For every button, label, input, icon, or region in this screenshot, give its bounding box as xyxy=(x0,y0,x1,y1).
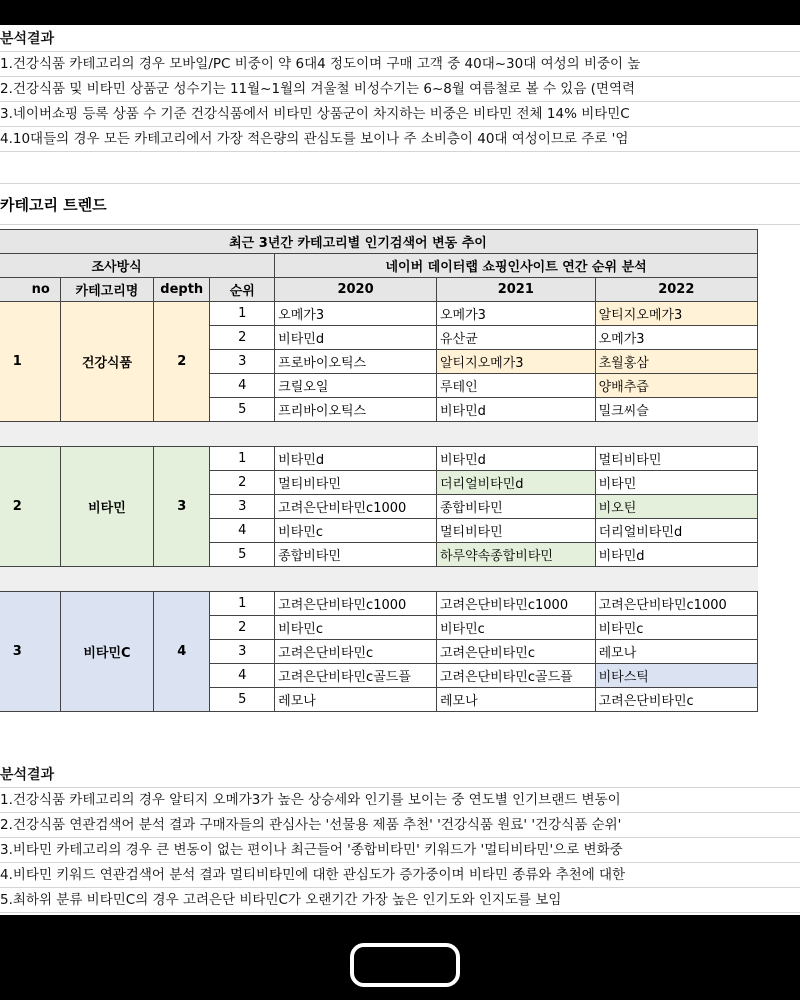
rank-cell[interactable]: 4 xyxy=(210,374,275,398)
table-row xyxy=(0,447,758,471)
group-depth-cell[interactable]: 2 xyxy=(154,302,210,422)
spacer-row xyxy=(0,567,758,592)
group-no-cell[interactable]: 1 xyxy=(0,302,60,422)
home-button[interactable] xyxy=(350,943,460,987)
column-header-no[interactable]: no xyxy=(0,278,60,302)
rank-cell[interactable]: 4 xyxy=(210,664,275,688)
rank-cell[interactable]: 3 xyxy=(210,350,275,374)
keyword-cell[interactable]: 고려은단비타민c xyxy=(275,640,437,664)
keyword-cell[interactable]: 비타스틱 xyxy=(595,664,757,688)
rank-cell[interactable]: 3 xyxy=(210,495,275,519)
keyword-cell[interactable]: 초월홍삼 xyxy=(595,350,757,374)
keyword-cell[interactable]: 멀티비타민 xyxy=(275,471,437,495)
group-category-cell[interactable]: 비타민 xyxy=(60,447,153,567)
analysis-line[interactable]: 1.건강식품 카테고리의 경우 알티지 오메가3가 높은 상승세와 인기를 보이는 중 연도별 인기브랜드 변동이 xyxy=(0,788,800,813)
column-header-year[interactable]: 2021 xyxy=(436,278,595,302)
column-header-category[interactable]: 카테고리명 xyxy=(60,278,153,302)
table-title[interactable]: 최근 3년간 카테고리별 인기검색어 변동 추이 xyxy=(0,230,758,254)
keyword-cell[interactable]: 레모나 xyxy=(275,688,437,712)
keyword-cell[interactable]: 고려은단비타민c1000 xyxy=(275,592,437,616)
rank-cell[interactable]: 1 xyxy=(210,447,275,471)
column-header-depth[interactable]: depth xyxy=(154,278,210,302)
keyword-cell[interactable]: 비오틴 xyxy=(595,495,757,519)
analysis-line[interactable]: 5.최하위 분류 비타민C의 경우 고려은단 비타민C가 오랜기간 가장 높은 인기도와 인지도를 보임 xyxy=(0,888,800,913)
cut-off-previous-row xyxy=(0,0,800,25)
keyword-cell[interactable]: 오메가3 xyxy=(595,326,757,350)
analysis-heading-1[interactable]: 분석결과 xyxy=(0,27,800,52)
keyword-cell[interactable]: 비타민d xyxy=(436,398,595,422)
group-header-analysis[interactable]: 네이버 데이터랩 쇼핑인사이트 연간 순위 분석 xyxy=(275,254,758,278)
keyword-cell[interactable]: 비타민c xyxy=(275,519,437,543)
group-depth-cell[interactable]: 3 xyxy=(154,447,210,567)
section-title[interactable]: 카테고리 트렌드 xyxy=(0,183,800,225)
keyword-cell[interactable]: 고려은단비타민c1000 xyxy=(436,592,595,616)
spacer-row xyxy=(0,422,758,447)
keyword-cell[interactable]: 알티지오메가3 xyxy=(595,302,757,326)
rank-cell[interactable]: 5 xyxy=(210,543,275,567)
rank-cell[interactable]: 3 xyxy=(210,640,275,664)
column-header-year[interactable]: 2020 xyxy=(275,278,437,302)
keyword-cell[interactable]: 레모나 xyxy=(436,688,595,712)
keyword-cell[interactable]: 멀티비타민 xyxy=(436,519,595,543)
keyword-cell[interactable]: 고려은단비타민c골드플 xyxy=(436,664,595,688)
rank-cell[interactable]: 2 xyxy=(210,471,275,495)
rank-cell[interactable]: 1 xyxy=(210,302,275,326)
keyword-cell[interactable]: 양배추즙 xyxy=(595,374,757,398)
keyword-cell[interactable]: 크릴오일 xyxy=(275,374,437,398)
keyword-cell[interactable]: 비타민 xyxy=(595,471,757,495)
keyword-cell[interactable]: 밀크씨슬 xyxy=(595,398,757,422)
keyword-cell[interactable]: 오메가3 xyxy=(436,302,595,326)
keyword-cell[interactable]: 더리얼비타민d xyxy=(595,519,757,543)
keyword-cell[interactable]: 비타민d xyxy=(436,447,595,471)
keyword-cell[interactable]: 더리얼비타민d xyxy=(436,471,595,495)
table-row xyxy=(0,592,758,616)
keyword-cell[interactable]: 고려은단비타민c1000 xyxy=(595,592,757,616)
group-no-cell[interactable]: 2 xyxy=(0,447,60,567)
keyword-cell[interactable]: 비타민c xyxy=(436,616,595,640)
keyword-cell[interactable]: 고려은단비타민c xyxy=(595,688,757,712)
analysis-line[interactable]: 3.비타민 카테고리의 경우 큰 변동이 없는 편이나 최근들어 '종합비타민' 키워드가 '멀티비타민'으로 변화중 xyxy=(0,838,800,863)
keyword-cell[interactable]: 비타민d xyxy=(275,447,437,471)
column-header-year[interactable]: 2022 xyxy=(595,278,757,302)
rank-cell[interactable]: 2 xyxy=(210,616,275,640)
keyword-cell[interactable]: 비타민d xyxy=(595,543,757,567)
group-category-cell[interactable]: 건강식품 xyxy=(60,302,153,422)
group-depth-cell[interactable]: 4 xyxy=(154,592,210,712)
keyword-cell[interactable]: 비타민d xyxy=(275,326,437,350)
analysis-heading-2[interactable]: 분석결과 xyxy=(0,763,800,788)
trend-table xyxy=(0,229,758,712)
keyword-cell[interactable]: 비타민c xyxy=(595,616,757,640)
keyword-cell[interactable]: 멀티비타민 xyxy=(595,447,757,471)
analysis-line[interactable]: 1.건강식품 카테고리의 경우 모바일/PC 비중이 약 6대4 정도이며 구매 고객 중 40대~30대 여성의 비중이 높 xyxy=(0,52,800,77)
analysis-line[interactable]: 3.네이버쇼핑 등록 상품 수 기준 건강식품에서 비타민 상품군이 차지하는 비중은 비타민 전체 14% 비타민C xyxy=(0,102,800,127)
rank-cell[interactable]: 4 xyxy=(210,519,275,543)
column-header-rank[interactable]: 순위 xyxy=(210,278,275,302)
keyword-cell[interactable]: 하루약속종합비타민 xyxy=(436,543,595,567)
rank-cell[interactable]: 1 xyxy=(210,592,275,616)
keyword-cell[interactable]: 오메가3 xyxy=(275,302,437,326)
analysis-line[interactable]: 4.비타민 키워드 연관검색어 분석 결과 멀티비타민에 대한 관심도가 증가중이며 비타민 종류와 추천에 대한 xyxy=(0,863,800,888)
keyword-cell[interactable]: 종합비타민 xyxy=(275,543,437,567)
keyword-cell[interactable]: 비타민c xyxy=(275,616,437,640)
rank-cell[interactable]: 2 xyxy=(210,326,275,350)
table-row xyxy=(0,302,758,326)
keyword-cell[interactable]: 고려은단비타민c xyxy=(436,640,595,664)
keyword-cell[interactable]: 프리바이오틱스 xyxy=(275,398,437,422)
keyword-cell[interactable]: 종합비타민 xyxy=(436,495,595,519)
keyword-cell[interactable]: 프로바이오틱스 xyxy=(275,350,437,374)
keyword-cell[interactable]: 고려은단비타민c1000 xyxy=(275,495,437,519)
analysis-line[interactable]: 4.10대들의 경우 모든 카테고리에서 가장 적은량의 관심도를 보이나 주 소비층이 40대 여성이므로 주로 '엄 xyxy=(0,127,800,152)
group-no-cell[interactable]: 3 xyxy=(0,592,60,712)
keyword-cell[interactable]: 루테인 xyxy=(436,374,595,398)
keyword-cell[interactable]: 고려은단비타민c골드플 xyxy=(275,664,437,688)
analysis-line[interactable]: 2.건강식품 연관검색어 분석 결과 구매자들의 관심사는 '선물용 제품 추천' '건강식품 원료' '건강식품 순위' xyxy=(0,813,800,838)
keyword-cell[interactable]: 알티지오메가3 xyxy=(436,350,595,374)
analysis-line[interactable]: 2.건강식품 및 비타민 상품군 성수기는 11월~1월의 겨울철 비성수기는 6~8월 여름철로 볼 수 있음 (면역력 xyxy=(0,77,800,102)
group-header-method[interactable]: 조사방식 xyxy=(0,254,275,278)
keyword-cell[interactable]: 레모나 xyxy=(595,640,757,664)
keyword-cell[interactable]: 유산균 xyxy=(436,326,595,350)
group-category-cell[interactable]: 비타민C xyxy=(60,592,153,712)
rank-cell[interactable]: 5 xyxy=(210,688,275,712)
rank-cell[interactable]: 5 xyxy=(210,398,275,422)
